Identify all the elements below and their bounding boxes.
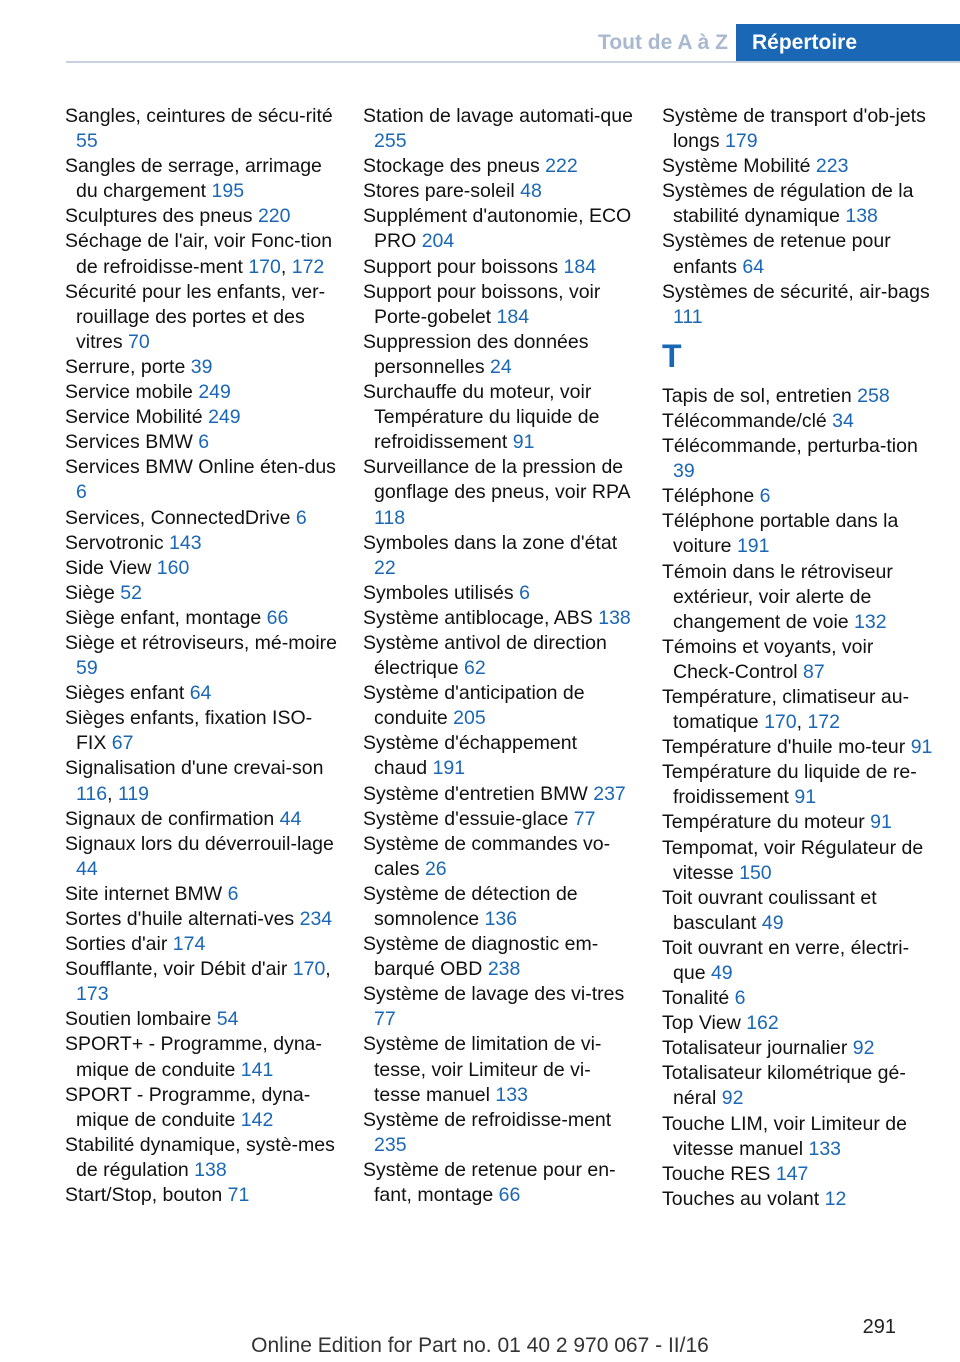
page-link[interactable]: 195 [211,180,245,203]
index-entry-text: Support pour boissons [363,255,564,278]
page-separator: , [107,782,118,805]
index-entry-text: Serrure, porte [65,355,191,378]
index-entry [662,810,934,835]
index-entry [363,731,635,781]
index-entry-text: Soutien lombaire [65,1008,217,1031]
index-entry-text: Sculptures des pneus [65,205,258,228]
index-entry-text: SPORT+ - Programme, dyna‐mique de conduite [65,1033,323,1081]
index-entry [662,179,934,229]
index-entry [363,631,635,681]
index-entry-text: Système d'anticipation de conduite [363,682,585,730]
page-link[interactable]: 92 [721,1087,744,1110]
page-link[interactable]: 237 [593,782,626,805]
page-link[interactable]: 66 [498,1184,521,1207]
index-entry [65,380,337,405]
index-entry [662,229,934,279]
index-entry [662,434,934,484]
index-entry-text: Top View [662,1012,747,1035]
index-entry [363,104,635,154]
index-entry-text: Touche RES [662,1162,776,1185]
index-entry [363,154,635,179]
index-entry-text: Température, climatiseur au‐tomatique [662,685,910,734]
page-link[interactable]: 223 [815,155,849,178]
page-link[interactable]: 179 [725,130,758,153]
page-link[interactable]: 132 [854,610,887,633]
index-entry-text: Start/Stop, bouton [65,1184,228,1207]
index-entry-text: Suppression des données personnelles [363,330,589,378]
tab-all-a-to-z[interactable]: Tout de A à Z [598,30,728,54]
index-entry-text: Sorties d'air [65,933,173,956]
index-entry [65,154,337,204]
index-entry [662,760,934,810]
index-entry [65,631,337,681]
index-entry [662,635,934,685]
index-entry-text: Totalisateur kilométrique gé‐néral [662,1062,906,1110]
page-link[interactable]: 191 [432,757,466,780]
page-link[interactable]: 138 [845,205,878,228]
index-entry-text: Système d'essuie-glace [363,807,574,830]
page-separator: , [280,255,292,278]
index-entry-text: Système de transport d'ob‐jets longs [662,105,926,153]
index-entry [363,807,635,832]
page-link[interactable]: 172 [291,255,325,278]
page-separator: , [796,711,808,734]
index-entry-text: Système antivol de direction électrique [363,631,607,680]
page-link[interactable]: 91 [870,811,892,834]
index-entry [363,832,635,882]
index-entry [662,1061,934,1111]
index-entry [363,330,635,380]
page-link[interactable]: 91 [794,786,817,809]
index-entry-text: Système de refroidisse‐ment [363,1108,612,1131]
index-entry-text: Service mobile [65,381,199,404]
page-link[interactable]: 184 [496,305,530,328]
page-link[interactable]: 6 [198,431,210,454]
index-entry [662,1112,934,1162]
page-link[interactable]: 162 [746,1012,779,1035]
page-link[interactable]: 204 [421,230,455,253]
page-link[interactable]: 64 [189,682,212,705]
page-number: 291 [862,1316,896,1338]
index-entry-text: Surchauffe du moteur, voir Température du liquide de refroidissement [363,381,600,454]
page-link[interactable]: 138 [194,1158,227,1181]
page-link[interactable]: 91 [910,736,933,759]
page-link[interactable]: 170 [292,958,326,981]
page-link[interactable]: 141 [240,1058,274,1081]
page-link[interactable]: 62 [463,657,486,680]
index-entry [662,384,934,409]
page-link[interactable]: 136 [484,908,518,930]
index-entry [65,1183,337,1208]
index-entry-text: Système de lavage des vi‐tres [363,983,625,1006]
index-entry [363,255,635,280]
index-entry-text: Tempomat, voir Régulateur de vitesse [662,836,924,884]
index-entry [662,1011,934,1036]
index-entry [662,936,934,986]
footer-edition: Online Edition for Part no. 01 40 2 970 067 - II/16 [251,1334,709,1357]
page-link[interactable]: 59 [76,657,98,680]
index-entry-text: Téléphone [662,485,760,508]
index-entry-text: Services, ConnectedDrive [65,506,296,529]
index-entry [662,280,934,330]
index-entry-text: Totalisateur journalier [662,1037,853,1060]
index-entry [363,531,635,581]
page-link[interactable]: 111 [673,305,703,328]
index-entry [662,886,934,936]
index-entry-text: Témoin dans le rétroviseur extérieur, voir alerte de changement de voie [662,560,893,633]
index-entry-text: Stores pare-soleil [363,180,521,203]
index-entry-text: Système d'échappement chaud [363,732,578,780]
index-entry [65,807,337,832]
index-column-3 [662,104,934,1212]
index-entry [363,380,635,455]
tab-directory[interactable]: Répertoire [736,24,960,61]
page-link[interactable]: 170 [764,711,797,734]
page-link[interactable]: 49 [710,962,733,984]
page-link[interactable]: 44 [279,807,302,830]
page-link[interactable]: 143 [169,531,202,554]
index-entry-text: SPORT - Programme, dyna‐mique de conduite [65,1083,311,1131]
index-entry [363,179,635,204]
index-entry-text: Sangles de serrage, arrimage du chargement [65,155,322,203]
index-entry-text: Système de commandes vo‐cales [363,832,611,880]
index-entry [363,681,635,731]
index-entry [65,882,337,907]
index-entry-text: Systèmes de régulation de la stabilité dynamique [662,180,914,228]
page-link[interactable]: 92 [852,1037,875,1060]
index-entry-text: Stabilité dynamique, systè‐mes de régulation [65,1133,335,1181]
index-entry [662,154,934,179]
index-entry-text: Siège enfant, montage [65,606,267,629]
page-link[interactable]: 173 [76,983,109,1006]
page-link[interactable]: 48 [520,180,542,203]
page-link[interactable]: 6 [76,481,87,504]
page-link[interactable]: 87 [803,660,825,683]
index-entry [662,836,934,886]
index-entry [65,606,337,631]
page-link[interactable]: 70 [128,330,150,353]
index-entry-text: Sécurité pour les enfants, ver‐rouillage des portes et des vitres [65,280,326,353]
page-link[interactable]: 54 [216,1008,239,1031]
index-entry [65,506,337,531]
index-entry [662,409,934,434]
index-entry-text: Télécommande/clé [662,409,833,432]
page-link[interactable]: 6 [295,506,307,529]
index-entry-text: Systèmes de sécurité, air‐bags [662,280,930,303]
index-entry [662,560,934,635]
index-entry-text: Touches au volant [662,1187,825,1210]
index-column-1 [65,104,337,1208]
index-entry [65,581,337,606]
index-entry [363,982,635,1032]
index-entry-text: Toit ouvrant en verre, électri‐que [662,936,910,984]
index-entry [65,832,337,882]
page-link[interactable]: 64 [742,255,765,278]
index-entry [662,986,934,1011]
page-link[interactable]: 71 [227,1184,250,1207]
index-entry-text: Symboles utilisés [363,581,520,604]
index-entry-text: Système de retenue pour en‐fant, montage [363,1158,616,1207]
index-entry-text: Température du moteur [662,811,871,834]
index-entry [65,1083,337,1133]
page-link[interactable]: 238 [487,958,521,981]
page-link[interactable]: 184 [563,255,597,278]
index-entry-text: Température d'huile mo‐teur [662,736,911,759]
page-link[interactable]: 6 [519,581,530,604]
index-entry-text: Stockage des pneus [363,155,546,178]
index-entry-text: Services BMW [65,431,199,454]
page-link[interactable]: 235 [374,1133,407,1156]
page-link[interactable]: 55 [76,130,98,153]
page-link[interactable]: 222 [545,155,578,178]
index-entry-text: Servotronic [65,531,170,554]
index-entry [65,706,337,756]
index-entry-text: Support pour boissons, voir Porte-gobelet [363,280,601,328]
index-entry [662,484,934,509]
index-entry [662,685,934,735]
index-entry-text: Température du liquide de re‐froidissement [662,761,917,809]
page-link[interactable]: 174 [172,933,206,956]
page-link[interactable]: 170 [248,255,281,278]
index-entry-text: Télécommande, perturba‐tion [662,435,918,458]
page-header [66,24,960,61]
index-entry-text: Tapis de sol, entretien [662,384,858,407]
index-entry [65,455,337,505]
page-link[interactable]: 172 [807,711,840,734]
page-link[interactable]: 133 [495,1083,528,1106]
page-link[interactable]: 39 [673,460,695,483]
page-link[interactable]: 26 [424,857,447,880]
page-link[interactable]: 258 [857,384,890,407]
index-entry [65,405,337,430]
page-link[interactable]: 44 [76,857,98,880]
index-entry [363,280,635,330]
page-link[interactable]: 118 [374,506,406,529]
index-entry-text: Siège et rétroviseurs, mé‐moire [65,631,338,654]
page-link[interactable]: 6 [734,987,746,1010]
index-entry [65,932,337,957]
index-entry-text: Sortes d'huile alternati‐ves [65,908,300,930]
header-divider [66,61,960,63]
index-entry [363,1108,635,1158]
page-link[interactable]: 6 [759,485,771,508]
page-link[interactable]: 49 [761,911,784,934]
index-entry-text: Symboles dans la zone d'état [363,531,618,554]
index-entry-text: Side View [65,556,157,579]
section-letter: T [662,337,682,374]
index-entry [65,104,337,154]
index-entry [65,430,337,455]
page-link[interactable]: 142 [240,1108,274,1131]
index-column-2 [363,104,635,1208]
index-entry [363,204,635,254]
index-entry-text: Siège [65,581,121,604]
index-entry [662,735,934,760]
page-link[interactable]: 249 [198,381,231,404]
index-entry-text: Services BMW Online éten‐dus [65,456,336,479]
index-entry-text: Sangles, ceintures de sécu‐rité [65,105,333,127]
page-link[interactable]: 77 [573,807,596,830]
index-entry-text: Système de limitation de vi‐tesse, voir Limiteur de vi‐tesse manuel [363,1033,602,1106]
page-link[interactable]: 6 [227,882,239,905]
index-entry-text: Toit ouvrant coulissant et basculant [662,886,877,934]
page-link[interactable]: 220 [257,205,291,228]
index-entry [662,509,934,559]
index-entry [65,229,337,279]
page-link[interactable]: 205 [453,707,486,730]
page-link[interactable]: 255 [374,130,407,153]
index-entry-text: Témoins et voyants, voir Check-Control [662,635,874,683]
page-link[interactable]: 34 [832,409,854,432]
index-entry [363,1158,635,1208]
index-entry [662,1162,934,1187]
page-link[interactable]: 12 [824,1187,847,1210]
index-entry [65,531,337,556]
page-separator: , [325,958,331,981]
index-entry-text: Système de diagnostic em‐barqué OBD [363,933,599,981]
page-link[interactable]: 150 [739,861,772,884]
index-entry [363,1032,635,1107]
index-entry-text: Système Mobilité [662,155,816,178]
page-link[interactable]: 77 [374,1008,396,1031]
index-entry-text: Systèmes de retenue pour enfants [662,230,891,278]
index-entry-text: Surveillance de la pression de gonflage des pneus, voir RPA [363,456,630,504]
index-entry [65,355,337,380]
index-entry [363,606,635,631]
index-entry-text: Système antiblocage, ABS [363,606,599,629]
page-link[interactable]: 22 [374,556,396,579]
index-entry-text: Tonalité [662,987,735,1010]
page-link[interactable]: 39 [190,355,213,378]
page-link[interactable]: 133 [808,1137,842,1160]
page-link[interactable]: 191 [736,535,770,558]
page-link[interactable]: 249 [208,406,241,429]
index-entry [65,907,337,932]
index-entry-text: Sièges enfants, fixation ISO‐FIX [65,707,313,755]
index-entry [65,1133,337,1183]
index-entry-text: Signalisation d'une crevai‐son [65,757,324,780]
index-entry [662,1036,934,1061]
page-link[interactable]: 116 [76,782,108,805]
index-entry [363,455,635,530]
page-link[interactable]: 160 [156,556,190,579]
index-entry [65,204,337,229]
index-entry-text: Sièges enfant [65,682,190,705]
page-link[interactable]: 91 [512,431,535,454]
index-entry-text: Séchage de l'air, voir Fonc‐tion de refroidisse‐ment [65,230,333,278]
index-entry [65,1032,337,1082]
index-entry-text: Supplément d'autonomie, ECO PRO [363,205,632,253]
index-entry-text: Station de lavage automati‐que [363,105,633,127]
index-entry-text: Soufflante, voir Débit d'air [65,958,293,981]
index-entry [65,1007,337,1032]
index-entry [662,1187,934,1212]
page-link[interactable]: 24 [490,355,512,378]
index-entry [65,756,337,806]
index-entry [363,581,635,606]
index-entry-text: Système d'entretien BMW [363,782,594,805]
index-entry [65,280,337,355]
page-link[interactable]: 147 [775,1162,809,1185]
index-entry-text: Téléphone portable dans la voiture [662,510,899,558]
index-entry-text: Service Mobilité [65,406,209,429]
page-link[interactable]: 138 [598,606,631,629]
index-entry-text: Système de détection de somnolence [363,882,578,930]
index-entry [65,556,337,581]
index-entry-text: Signaux lors du déverrouil‐lage [65,832,334,855]
page-link[interactable]: 119 [117,782,150,805]
page-link[interactable]: 67 [111,732,134,755]
index-entry [65,957,337,1007]
index-entry-text: Signaux de confirmation [65,807,280,830]
index-entry [662,104,934,154]
index-entry-text: Touche LIM, voir Limiteur de vitesse manuel [662,1112,907,1160]
index-entry [65,681,337,706]
page-link[interactable]: 66 [266,606,289,629]
index-entry [363,782,635,807]
page-link[interactable]: 234 [299,908,333,930]
index-entry [363,932,635,982]
page-link[interactable]: 52 [120,581,142,604]
index-entry-text: Site internet BMW [65,882,228,905]
index-entry [363,882,635,932]
